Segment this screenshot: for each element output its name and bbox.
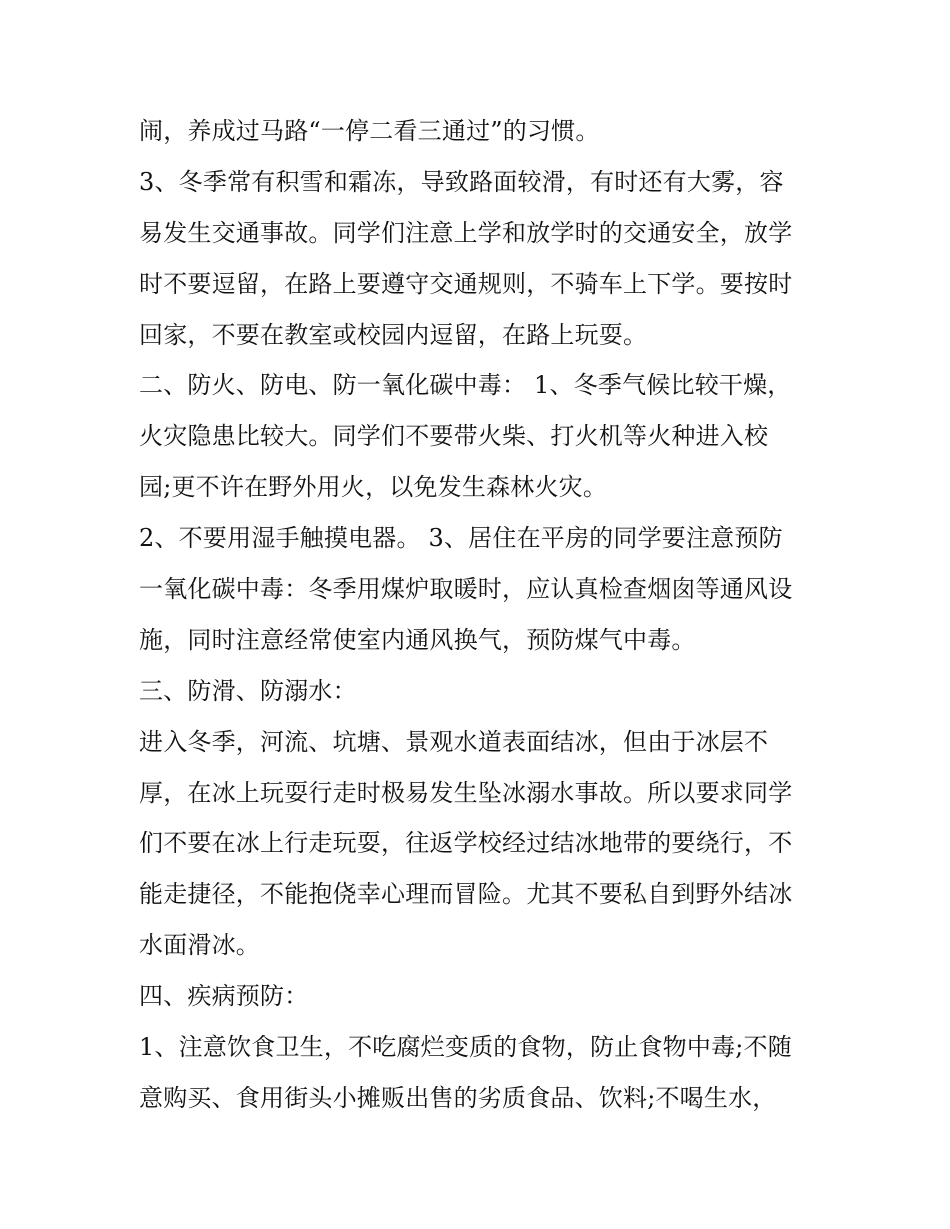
text-line: 1、注意饮食卫生，不吃腐烂变质的食物，防止食物中毒;不随 (139, 1033, 792, 1062)
text-line: 水面滑冰。 (139, 931, 260, 960)
text-line: 们不要在冰上行走玩耍，往返学校经过结冰地带的要绕行，不 (139, 829, 793, 858)
text-line: 一氧化碳中毒：冬季用煤炉取暖时，应认真检查烟囱等通风设 (139, 575, 793, 604)
text-line: 进入冬季，河流、坑塘、景观水道表面结冰，但由于冰层不 (139, 727, 769, 756)
section-heading: 三、防滑、防溺水： (139, 676, 357, 705)
text-line: 2、不要用湿手触摸电器。 3、居住在平房的同学要注意预防 (139, 524, 783, 553)
text-line: 能走捷径，不能抱侥幸心理而冒险。尤其不要私自到野外结冰 (139, 880, 793, 909)
section-heading-line: 二、防火、防电、防一氧化碳中毒： 1、冬季气候比较干燥， (139, 371, 792, 400)
text-line: 厚，在冰上玩耍行走时极易发生坠冰溺水事故。所以要求同学 (139, 778, 793, 807)
document-body (139, 106, 829, 1124)
section-heading: 四、疾病预防： (139, 982, 309, 1011)
text-line: 火灾隐患比较大。同学们不要带火柴、打火机等火种进入校 (139, 422, 769, 451)
text-line: 意购买、食用街头小摊贩出售的劣质食品、饮料;不喝生水， (139, 1083, 777, 1112)
text-line: 闹，养成过马路“一停二看三通过”的习惯。 (139, 117, 600, 145)
text-line: 时不要逗留，在路上要遵守交通规则，不骑车上下学。要按时 (139, 269, 793, 298)
text-line: 回家，不要在教室或校园内逗留，在路上玩耍。 (139, 320, 648, 349)
text-line: 施，同时注意经常使室内通风换气，预防煤气中毒。 (139, 625, 696, 654)
text-line: 3、冬季常有积雪和霜冻，导致路面较滑，有时还有大雾，容 (139, 167, 784, 196)
text-line: 易发生交通事故。同学们注意上学和放学时的交通安全，放学 (139, 218, 793, 247)
text-line: 园;更不许在野外用火，以免发生森林火灾。 (139, 473, 608, 502)
